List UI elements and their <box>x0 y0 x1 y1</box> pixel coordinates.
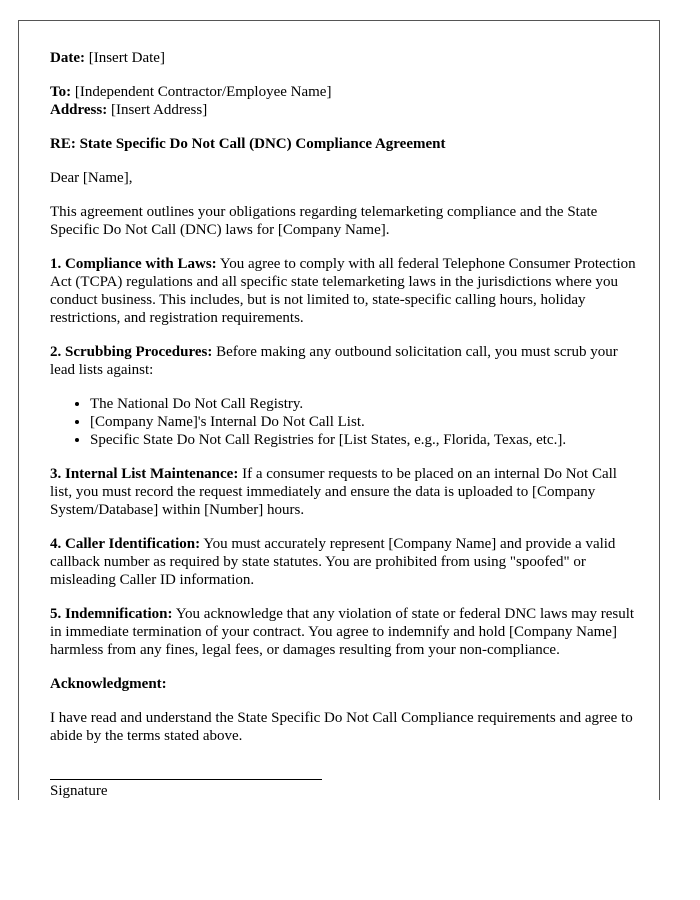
section-text: You must accurately represent [Company Name] and provide a valid callback number as required by state statutes. You are prohibited from using "spoofed" or misleading Caller ID information. <box>50 536 616 588</box>
section-title: 4. Caller Identification: <box>50 536 201 552</box>
section-title: 3. Internal List Maintenance: <box>50 466 239 482</box>
section-indemnification <box>50 605 640 659</box>
to-label: To: <box>50 84 72 100</box>
signature-label: Signature <box>50 783 108 799</box>
section-text: If a consumer requests to be placed on an internal Do Not Call list, you must record the request immediately and ensure the data is uploaded to [Company System/Database] within [Number] hours. <box>50 466 617 518</box>
section-caller-identification <box>50 535 640 589</box>
section-compliance-with-laws <box>50 255 640 327</box>
to-value: [Independent Contractor/Employee Name] <box>74 84 332 100</box>
list-item: • The National Do Not Call Registry. <box>90 395 640 413</box>
signature-line <box>50 779 322 780</box>
list-item: • [Company Name]'s Internal Do Not Call List. <box>90 413 640 431</box>
section-text: You acknowledge that any violation of state or federal DNC laws may result in immediate termination of your contract. You agree to indemnify and hold [Company Name] harmless from any fines, legal fees, or damages resulting from your non-compliance. <box>50 606 635 658</box>
section-text: You agree to comply with all federal Telephone Consumer Protection Act (TCPA) regulations and all specific state telemarketing laws in the jurisdictions where you conduct business. This includes, but is not limited to, state-specific calling hours, holiday restrictions, and registration requirements. <box>50 256 636 326</box>
section-title: 5. Indemnification: <box>50 606 173 622</box>
acknowledgment-text: I have read and understand the State Specific Do Not Call Compliance requirements and agree to abide by the terms stated above. <box>50 710 633 744</box>
scrub-list <box>50 395 640 449</box>
list-item: • Specific State Do Not Call Registries for [List States, e.g., Florida, Texas, etc.]. <box>90 431 640 449</box>
recipient-block <box>50 83 640 119</box>
acknowledgment-title: Acknowledgment: <box>50 676 167 692</box>
date-value: [Insert Date] <box>88 50 165 66</box>
subject-line: RE: State Specific Do Not Call (DNC) Compliance Agreement <box>50 136 446 152</box>
section-title: 1. Compliance with Laws: <box>50 256 217 272</box>
date-label: Date: <box>50 50 85 66</box>
section-scrubbing-procedures <box>50 343 640 379</box>
letter-content <box>50 49 640 800</box>
intro-paragraph: This agreement outlines your obligations regarding telemarketing compliance and the State Specific Do Not Call (DNC) laws for [Company Name]. <box>50 204 598 238</box>
address-value: [Insert Address] <box>110 102 208 118</box>
section-internal-list-maintenance <box>50 465 640 519</box>
section-text: Before making any outbound solicitation call, you must scrub your lead lists against: <box>50 344 618 378</box>
salutation: Dear [Name], <box>50 170 133 186</box>
document-page <box>18 20 660 800</box>
section-title: 2. Scrubbing Procedures: <box>50 344 213 360</box>
date-line <box>50 49 640 67</box>
address-label: Address: <box>50 102 108 118</box>
